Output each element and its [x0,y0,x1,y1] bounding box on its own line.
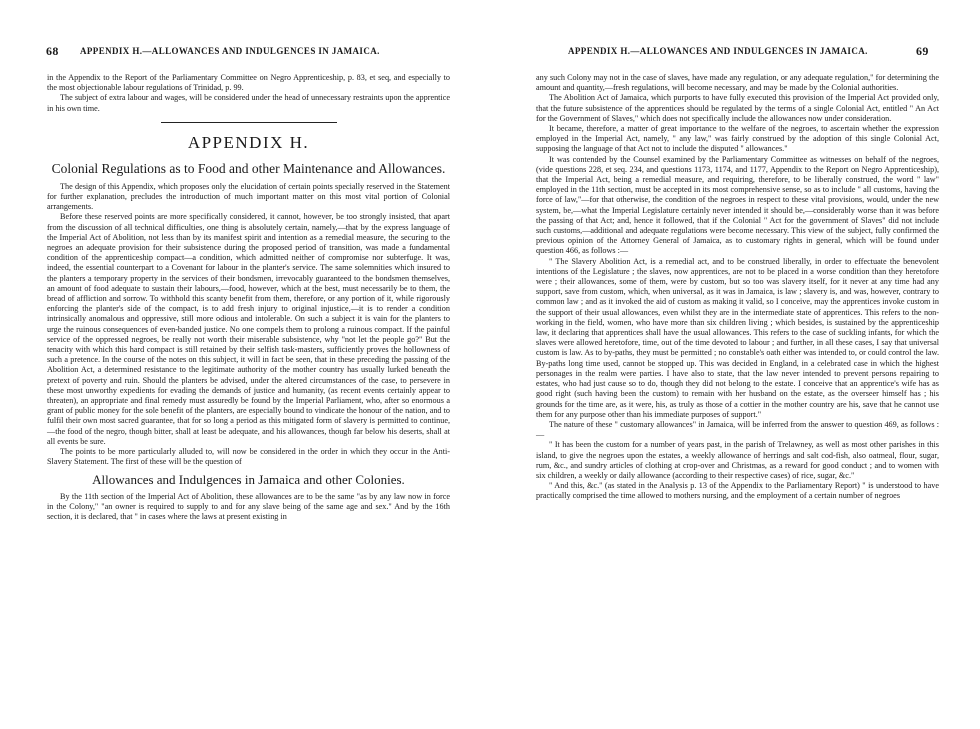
paragraph: The design of this Appendix, which proposes only the elucidation of certain points specially reserved in the Statement for further explanation, precludes the introduction of much important matter on this most vital portion of Colonial arrangements. [47,181,450,212]
subsection-title: Allowances and Indulgences in Jamaica and other Colonies. [92,471,405,487]
paragraph: in the Appendix to the Report of the Parliamentary Committee on Negro Apprenticeship, p. 83, et seq, and especially to the most objectionable labour regulations of Trinidad, p. 99. [47,73,450,93]
paragraph: " And this, &c." (as stated in the Analysis p. 13 of the Appendix to the Parliamentary Report) " is understood to have practically comprised the time allowed to mothers nursing, and the employment of a certain number of negroes [536,481,939,501]
right-page-number: 69 [916,44,929,58]
paragraph: " It has been the custom for a number of years past, in the parish of Trelawney, as well as most other parishes in this island, to give the negroes upon the estates, a weekly allowance of herrings and salt cod-fish, also oatmeal, flour, sugar, rum, &c., and sundry articles of clothing at crop-over and Christmas, as a reward for good conduct ; and to women with six children, a weekly or daily allowance (according to their respective cases) of rice, sugar, &c." [536,440,939,480]
paragraph: any such Colony may not in the case of slaves, have made any regulation, or any adequate regulation," for determining the amount and quantity,—fresh regulations, will become necessary, and may be made by the Colonial authorities. [536,73,939,93]
paragraph: The points to be more particularly alluded to, will now be considered in the order in which they occur in the Anti-Slavery Statement. The first of these will be the question of [47,447,450,467]
appendix-title: APPENDIX H. [187,132,310,152]
right-text-column [536,73,939,502]
divider [161,122,337,123]
paragraph: Before these reserved points are more specifically considered, it cannot, however, be too strongly insisted, that apart from the discussion of all technical difficulties, one thing is absolutely certain, namely,—that by the express language of the Imperial Act of Abolition, not less than by its manifest spirit and intention as a remedial measure, the securing to the negroes an adequate provision for their subsistence during the proposed period of transition, was made a fundamental condition of the apprenticeship compact—a condition, which admitted neither of compromise nor subterfuge. It was, indeed, the essential counterpart to a Covenant for labour in the planter's service. The same solemnities which insured to the planters a temporary property in the services of their bondsmen, irrevocably guaranteed to the bondsmen themselves, an amount of food adequate to sustain their labours,—food, however, which at the best, must necessarily be to them, the bread of affliction and sorrow. To withhold this scanty benefit from them, therefore, or any portion of it, while rigorously enforcing the planter's side of the compact, is to add fresh injury to original injustice,—it is to render a condition intrinsically anomalous and oppressive, still more odious and intolerable. On such a subject it is vain for the planters to urge the ruinous consequences of even-banded justice. No one compels them to prolong a ruinous compact. If the painful service of the oppressed negroes, be really not worth their miserable subsistence, why "not let the people go?" But the tenacity with which this hard compact is still retained by their selfish task-masters, sufficiently proves the hollowness of such a pretence. In the course of the notes on this subject, it will in fact be seen, that in these preceding the passing of the Abolition Act, a determined resistance to the legitimate authority of the mother country has usually lurked beneath the pretext of poverty and ruin. Should the planters be advised, under the altered circumstances of the case, to persevere in these most unworthy expedients for evading the demands of justice and humanity, (as recent events certainly appear to threaten), an appropriate and final remedy must assuredly be found by the Imperial Parliament, who, after so enormous a grant of public money for the sole benefit of the planters, are especially bound to vindicate the honour of the nation, and to fulfil their own most sacred guarantee, that for so long a period as this mitigated form of slavery is permitted to continue,—the food of the negro, though bitter, shall at least be adequate, and his allowances, though far below his deserts, shall at all events be sure. [47,212,450,446]
section-title: Colonial Regulations as to Food and other Maintenance and Allowances. [51,160,446,176]
paragraph: It was contended by the Counsel examined by the Parliamentary Committee as witnesses on behalf of the negroes, (vide questions 228, et seq. 234, and questions 1173, 1174, and 1177, Appendix to the Report on Negro Apprenticeship), that the Imperial Act, being a remedial measure, and requiring, therefore, to be liberally construed, the word " law" employed in the 11th section, must be accepted in its most comprehensive sense, so as to include " all customs, having the force of law,"—for that otherwise, the condition of the negroes in respect to these vital provisions, would, under the new system, be,—what the Imperial Legislature certainly never intended it should be,—considerably worse than it was before the passing of that Act; and, hence it followed, that if the Colonial " Act for the government of Slaves" did not include such customs,—additional and adequate regulations were become necessary. This view of the subject, fully confirmed the previous opinion of the Attorney General of Jamaica, as to customary rights in general, which will be found under question 466, as follows :— [536,154,939,256]
paragraph: By the 11th section of the Imperial Act of Abolition, these allowances are to be the same "as by any law now in force in the Colony," "an owner is required to supply to and for any slave being of the same age and sex." And by the 16th section, it is declared, that " in cases where the laws at present existing in [47,491,450,521]
paragraph: " The Slavery Abolition Act, is a remedial act, and to be construed liberally, in order to effectuate the benevolent intentions of the Legislature ; the slaves, now apprentices, are not to be placed in a worse condition than they heretofore were ; their allowances, some of them, were by custom, but so too was slavery itself, for it never at any time had any support, save from custom, which, when universal, as it was in Jamaica, is law ; slavery is, and was, however, contrary to common law ; and as it invoked the aid of custom as making it valid, so I conceive, may the apprentices invoke custom in the support of their usual allowances, even whilst they are in the intermediate state of apprentices. This refers to the non-working in the field, women, who have more than six children living ; which besides, is sustained by the apprenticeship law, it declaring that apprentices shall have the usual allowances. This refers to the case of suckling infants, for which the slaves were allowed heretofore, time, out of the time devoted to labour ; and further, in all these cases, I say that universal custom is law. As to by-paths, they must be permitted ; no constable's oath either was intended to, or could control the law. By-paths long time used, cannot be stopped up. This was decided in England, in a celebrated case in which the highest personages in the realm were parties. I have also to state, that the law never intended to prevent persons repairing to estates, who had just cause so to do, though they did not belong to the estate. I conceive that an apprentice's wife has as good right (such having been the custom) to remain with her husband on the estate, as the overseer himself has ; his grounds for the time are, as it were, his, as truly as those of a cottier in the mother country are his, save that he cannot use them for any purpose other than his immediate purposes of support." [536,256,939,419]
left-page-number: 68 [46,44,59,58]
paragraph: It became, therefore, a matter of great importance to the welfare of the negroes, to ascertain whether the expression employed in the Imperial Act, namely, " any law," was fairly construed by the adoption of this single Colonial Act, supposing the language of that Act not to include the disputed " allowances." [536,124,939,154]
left-running-head: APPENDIX H.—ALLOWANCES AND INDULGENCES IN JAMAICA. [80,46,380,56]
right-page [490,0,980,729]
paragraph: The Abolition Act of Jamaica, which purports to have fully executed this provision of the Imperial Act provided only, that the future subsistence of the apprentices should be regulated by the terms of a single Colonial Act, entitled " An Act for the Government of Slaves," which does not specifically include the allowances now under consideration. [536,93,939,123]
right-running-head: APPENDIX H.—ALLOWANCES AND INDULGENCES IN JAMAICA. [568,46,868,56]
paragraph: The nature of these " customary allowances" in Jamaica, will be inferred from the answer to question 469, as follows :— [536,419,939,440]
left-text-column [47,73,450,522]
paragraph: The subject of extra labour and wages, will be considered under the head of unnecessary restraints upon the apprentice in his own time. [47,93,450,113]
